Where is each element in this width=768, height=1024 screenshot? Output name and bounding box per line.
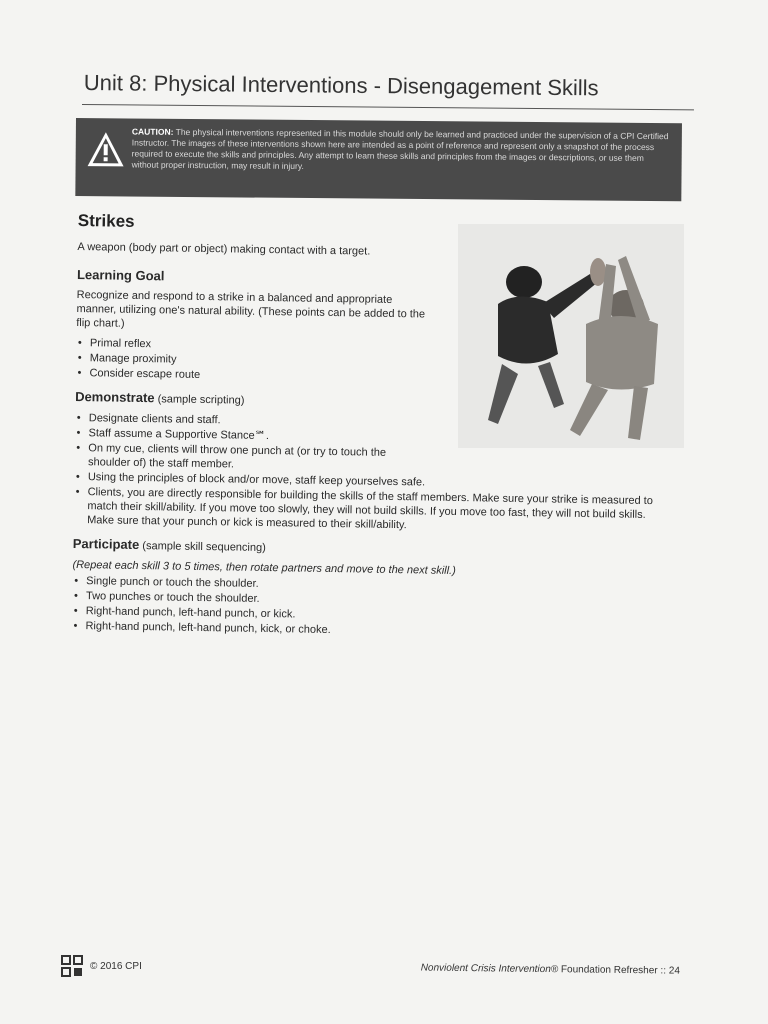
cpi-logo-icon	[60, 954, 84, 978]
list-item: • Two punches or touch the shoulder.	[72, 589, 672, 612]
demonstrate-subtitle: (sample scripting)	[154, 393, 245, 407]
footer-course-info	[380, 962, 680, 977]
page-number: 24	[668, 965, 680, 977]
list-item: • Right-hand punch, left-hand punch, or kick.	[72, 604, 672, 627]
list-item: • Right-hand punch, left-hand punch, kick, or choke.	[71, 619, 671, 642]
demonstrate-title: Demonstrate	[75, 388, 155, 406]
list-item: • Manage proximity	[76, 351, 676, 374]
list-item: • Consider escape route	[75, 366, 675, 389]
course-name: Foundation Refresher ::	[558, 964, 669, 977]
participate-note: (Repeat each skill 3 to 5 times, then rotate partners and move to the next skill.)	[72, 558, 456, 577]
list-item: • Using the principles of block and/or move, staff keep yourselves safe.	[74, 470, 674, 493]
participate-heading	[73, 537, 673, 561]
participate-list	[71, 574, 672, 642]
title-divider	[82, 104, 694, 110]
warning-triangle-icon	[86, 130, 126, 170]
caution-banner	[75, 118, 682, 201]
list-item: • Designate clients and staff.	[75, 411, 675, 434]
participate-subtitle: (sample skill sequencing)	[139, 540, 266, 554]
learning-goal-text: Recognize and respond to a strike in a balanced and appropriate manner, utilizing one's natural ability. (These points can be added to the flip chart.)	[76, 288, 426, 330]
two-people-illustration	[458, 224, 684, 448]
program-name: Nonviolent Crisis Intervention®	[420, 962, 559, 976]
list-item: • Single punch or touch the shoulder.	[72, 574, 672, 597]
caution-body: The physical interventions represented in this module should only be learned and practiced under the supervision of a CPI Certified Instructor. The images of these interventions shown here are intended as a point of reference and represent only a snapshot of the process required to execute the skills and principles. Any attempt to learn these skills and principles from the images or descriptions, or use them without proper instruction, may result in injury.	[131, 126, 669, 171]
participate-title: Participate	[72, 535, 140, 553]
strike-demonstration-photo	[458, 224, 684, 448]
page-title: Unit 8: Physical Interventions - Disengagement Skills	[83, 70, 599, 101]
list-item: • Primal reflex	[76, 336, 676, 359]
caution-label: CAUTION:	[131, 126, 174, 137]
list-item: • Clients, you are directly responsible for building the skills of the staff members. Make sure your strike is measured to match their skill/ability. If you move too slowly, they will not build skills. If you move too fast, they will not build skills. Make sure that your punch or kick is measured to their skill/ability.	[73, 485, 674, 536]
strikes-definition: A weapon (body part or object) making contact with a target.	[77, 240, 371, 258]
section-heading-strikes: Strikes	[77, 211, 135, 231]
list-item: • On my cue, clients will throw one punch at (or try to touch the shoulder of) the staff member.	[74, 441, 428, 475]
list-item: • Staff assume a Supportive Stance℠.	[74, 426, 674, 449]
footer-copyright	[60, 954, 180, 978]
learning-goal-heading: Learning Goal	[76, 266, 165, 284]
caution-text	[132, 126, 672, 175]
copyright-text: © 2016 CPI	[90, 960, 142, 972]
